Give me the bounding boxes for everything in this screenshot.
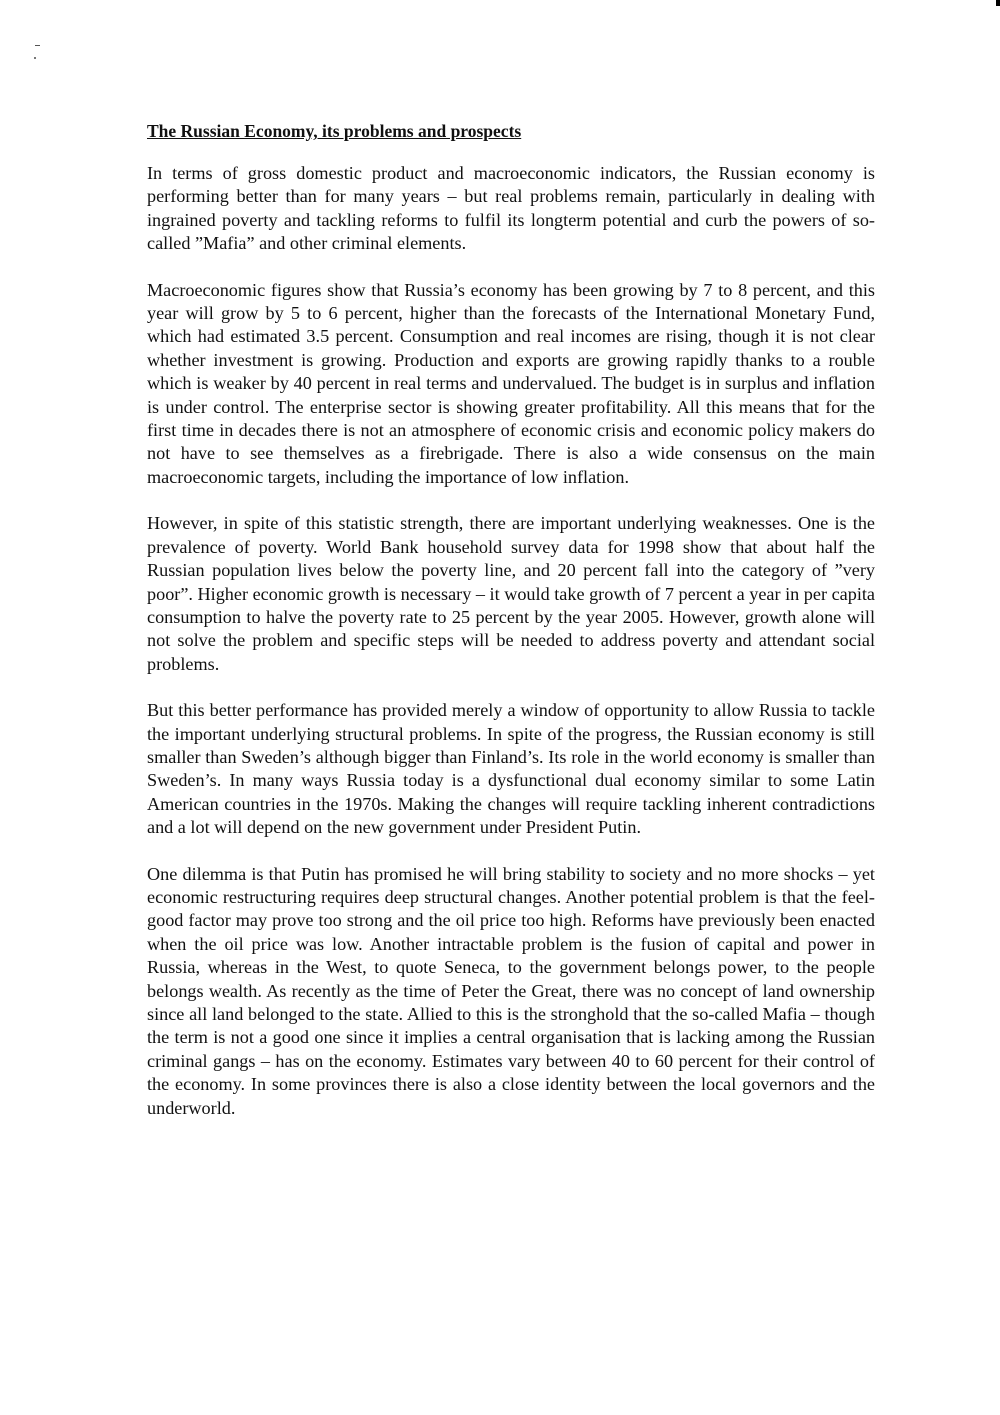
document-title: The Russian Economy, its problems and prospects	[147, 121, 522, 141]
scan-corner-mark	[996, 0, 1000, 6]
scan-speck	[34, 57, 36, 59]
paragraph-weaknesses: However, in spite of this statistic strength, there are important underlying weaknesses. One is the prevalence of poverty. World Bank household survey data for 1998 show that about half the Russian population lives below the poverty line, and 20 percent fall into the category of ”very poor”. Higher economic growth is necessary – it would take growth of 7 percent a year in per capita consumption to halve the poverty rate to 25 percent by the year 2005. However, growth alone will not solve the problem and specific steps will be needed to address poverty and attendant social problems.	[147, 513, 875, 674]
paragraph-dilemma: One dilemma is that Putin has promised he will bring stability to society and no more shocks – yet economic restructuring requires deep structural changes. Another potential problem is that the feel-good factor may prove too strong and the oil price too high. Reforms have previously been enacted when the oil price was low. Another intractable problem is the fusion of capital and power in Russia, whereas in the West, to quote Seneca, to the government belongs power, to the people belongs wealth. As recently as the time of Peter the Great, there was no concept of land ownership since all land belonged to the state. Allied to this is the stronghold that the so-called Mafia – though the term is not a good one since it implies a central organisation that is lacking among the Russian criminal gangs – has on the economy. Estimates vary between 40 to 60 percent for their control of the economy. In some provinces there is also a close identity between the local governors and the underworld.	[147, 863, 875, 1118]
paragraph-structural-problems: But this better performance has provided merely a window of opportunity to allow Russia to tackle the important underlying structural problems. In spite of the progress, the Russian economy is still smaller than Sweden’s although bigger than Finland’s. Its role in the world economy is smaller than Sweden’s. In many ways Russia today is a dysfunctional dual economy similar to some Latin American countries in the 1970s. Making the changes will require tackling inherent contradictions and a lot will depend on the new government under President Putin.	[147, 700, 875, 838]
scan-speck	[35, 45, 40, 46]
paragraph-intro: In terms of gross domestic product and macroeconomic indicators, the Russian economy is performing better than for many years – but real problems remain, particularly in dealing with ingrained poverty and tackling reforms to fulfil its longterm potential and curb the powers of so-called ”Mafia” and other criminal elements.	[147, 163, 875, 254]
document-body	[147, 120, 875, 1143]
paragraph-macroeconomic-figures: Macroeconomic figures show that Russia’s economy has been growing by 7 to 8 percent, and this year will grow by 5 to 6 percent, higher than the forecasts of the International Monetary Fund, which had estimated 3.5 percent. Consumption and real incomes are rising, though it is not clear whether investment is growing. Production and exports are growing rapidly thanks to a rouble which is weaker by 40 percent in real terms and undervalued. The budget is in surplus and inflation is under control. The enterprise sector is showing greater profitability. All this means that for the first time in decades there is not an atmosphere of economic crisis and economic policy makers do not have to see themselves as a firebrigade. There is also a wide consensus on the main macroeconomic targets, including the importance of low inflation.	[147, 279, 875, 487]
